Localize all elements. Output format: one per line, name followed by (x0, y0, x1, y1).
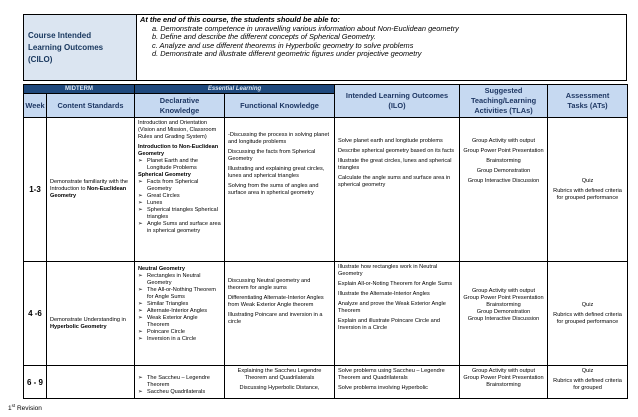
functional-cell (225, 366, 335, 399)
cilo-item: d. Demonstrate and illustrate different geometric figures under projective geometry (152, 49, 422, 59)
functional-item: Discussing Neutral geometry and theorem for angle sums (228, 278, 311, 291)
ilo-header-line: (ILO) (388, 101, 406, 110)
cilo-item: b. Define and describe the different concepts of Spherical Geometry. (152, 32, 376, 42)
tla-item: Group Power Point Presentation (463, 375, 544, 381)
cilo-item: c. Analyze and use different theorems in Hyperbolic geometry to solve problems (152, 40, 414, 50)
ilo-item: Solve problems involving Hyperbolic (338, 385, 428, 391)
tla-cell (460, 118, 548, 262)
declarative-heading: Introduction to Non-Euclidean Geometry (138, 144, 219, 157)
assessment-item: Quiz (581, 368, 594, 374)
content-standard-text: Demonstrate Understanding in (50, 316, 126, 323)
tla-item: Group Demonstration (476, 309, 531, 315)
content-standards-header: Content Standards (47, 94, 135, 118)
period-header: MIDTERM (24, 85, 135, 94)
list-item: ➢ Spherical triangles Spherical triangles (138, 207, 221, 221)
ilo-item: Illustrate how rectangles work in Neutral Geometry (338, 264, 438, 277)
cilo-intro: At the end of this course, the students should be able to: (140, 15, 340, 24)
list-item: ➢ Angle Sums and surface area in spherical geometry (138, 221, 221, 235)
list-item: ➢ Facts from Spherical Geometry (138, 179, 221, 193)
cilo-label-line: Learning Outcomes (28, 42, 104, 52)
ilo-cell (335, 366, 460, 399)
assessment-item: Quiz (581, 177, 594, 184)
functional-item: Discussing the facts from Spherical Geometry (228, 149, 316, 162)
declarative-header-line: Declarative (159, 95, 200, 105)
content-standard-cell (47, 262, 135, 366)
week-cell: 1-3 (24, 118, 47, 262)
tla-header (460, 85, 548, 118)
functional-item: Explaining the Saccheu Legendre Theorem and Quadrilaterals (237, 368, 322, 381)
list-item: ➢ Alternate-Interior Angles (138, 308, 221, 315)
content-standard-text: Demonstrate familiarity with the Introduction to (50, 179, 129, 192)
tla-item: Group Demonstration (476, 168, 531, 174)
ilo-item: Illustrate the Alternate-Interior Angles (338, 291, 430, 297)
ilo-item: Explain and illustrate Poincare Circle and Inversion in a Circle (338, 318, 441, 331)
table-row (24, 262, 628, 366)
tla-item: Group Power Point Presentation (463, 148, 544, 154)
tla-item: Group Power Point Presentation (463, 295, 544, 301)
declarative-header (135, 94, 225, 118)
list-item: ➢ Lunes (138, 200, 221, 207)
tla-header-line: Suggested (484, 86, 523, 95)
ilo-item: Analyze and prove the Weak Exterior Angle Theorem (338, 301, 446, 314)
header-row-top (24, 85, 628, 94)
list-item: ➢ Weak Exterior Angle Theorem (138, 315, 221, 329)
list-item: ➢ Rectangles in Neutral Geometry (138, 273, 221, 287)
declarative-cell (135, 262, 225, 366)
functional-item: Differentiating Alternate-Interior Angles from Weak Exterior Angle theorem (228, 295, 324, 308)
content-standard-topic: Hyperbolic Geometry (50, 323, 107, 330)
cilo-table (23, 14, 627, 81)
assessment-item: Rubrics with defined criteria for grouped performance (553, 311, 622, 325)
declarative-heading: Spherical Geometry (138, 172, 191, 178)
ilo-item: Solve planet earth and longitude problems (338, 138, 443, 144)
declarative-list (138, 273, 221, 343)
declarative-cell (135, 366, 225, 399)
at-header (548, 85, 628, 118)
functional-cell (225, 118, 335, 262)
functional-item: Illustrating Poincare and inversion in a circle (228, 312, 323, 325)
declarative-list (138, 179, 221, 235)
tla-header-line: Teaching/Learning (470, 96, 537, 105)
table-row (24, 366, 628, 399)
list-item: ➢ The All-or-Nothing Theorem for Angle Sums (138, 287, 221, 301)
week-header: Week (24, 94, 47, 118)
assessment-item: Quiz (581, 301, 594, 308)
functional-header: Functional Knowledge (225, 94, 335, 118)
functional-item: Solving from the sums of angles and surface area in spherical geometry (228, 183, 319, 196)
assessment-cell (548, 366, 628, 399)
ilo-header-line: Intended Learning Outcomes (345, 91, 449, 100)
declarative-list (138, 158, 221, 172)
revision-number: 1 (8, 405, 12, 413)
tla-item: Brainstorming (486, 302, 521, 308)
list-item: ➢ Poincare Circle (138, 329, 221, 336)
content-standard-topic: Non-Euclidean Geometry (50, 186, 127, 199)
functional-item: Discussing Hyperbolic Distance, (239, 385, 320, 391)
list-item: ➢ The Saccheu – Legendre Theorem (138, 375, 221, 389)
functional-item: Illustrating and explaining great circles, lunes and spherical triangles (228, 166, 325, 179)
assessment-cell (548, 262, 628, 366)
ilo-header (335, 85, 460, 118)
week-cell: 6 - 9 (24, 366, 47, 399)
declarative-cell (135, 118, 225, 262)
list-item: ➢ Similar Triangles (138, 301, 221, 308)
tla-item: Group Activity with output (471, 368, 536, 374)
assessment-cell (548, 118, 628, 262)
declarative-list (138, 375, 221, 396)
assessment-item: Rubrics with defined criteria for grouped (553, 378, 622, 391)
ilo-item: Describe spherical geometry based on its facts (338, 148, 454, 154)
revision-text: Revision (15, 405, 42, 413)
tla-header-line: Activities (TLAs) (474, 106, 533, 115)
cilo-label-line: (CILO) (28, 54, 53, 64)
revision-footer (8, 403, 42, 412)
at-header-line: Assessment (565, 91, 610, 100)
revision-suffix: st (11, 403, 16, 408)
list-item: ➢ Inversion in a Circle (138, 336, 221, 343)
ilo-item: Solve problems using Saccheu – Legendre Theorem and Quadrilaterals (338, 368, 445, 381)
content-standard-cell (47, 118, 135, 262)
tla-item: Brainstorming (486, 382, 521, 388)
assessment-item: Rubrics with defined criteria for grouped performance (553, 187, 622, 201)
tla-item: Group Interactive Discussion (467, 316, 540, 322)
table-row (24, 118, 628, 262)
cilo-outcomes (137, 15, 627, 81)
tla-item: Group Activity with output (471, 288, 536, 294)
ilo-cell (335, 262, 460, 366)
list-item: ➢ Planet Earth and the Longitude Problems (138, 158, 221, 172)
cilo-label-line: Course Intended (28, 30, 92, 40)
ilo-cell (335, 118, 460, 262)
ilo-item: Explain All-or-Noting Theorem for Angle Sums (338, 281, 453, 287)
cilo-label (24, 15, 137, 81)
tla-cell (460, 262, 548, 366)
list-item: ➢ Saccheu Quadrilaterals (138, 389, 221, 396)
cilo-list (140, 25, 623, 59)
functional-item: -Discussing the process in solving planet and longitude problems (228, 132, 330, 145)
tla-item: Group Activity with output (471, 138, 536, 144)
essential-learning-header: Essential Learning (135, 85, 335, 94)
cilo-item: a. Demonstrate competence in unravelling various information about Non-Euclidean geometry (152, 23, 459, 33)
list-item: ➢ Great Circles (138, 193, 221, 200)
ilo-item: Calculate the angle sums and surface area in spherical geometry (338, 175, 451, 188)
declarative-header-line: Knowledge (159, 105, 200, 115)
content-standard-cell (47, 366, 135, 399)
declarative-intro: Introduction and Orientation (Vision and Mission, Classroom Rules and Grading System) (138, 120, 217, 140)
tla-item: Group Interactive Discussion (467, 178, 540, 184)
syllabus-table (23, 84, 628, 399)
tla-cell (460, 366, 548, 399)
at-header-line: Tasks (ATs) (567, 101, 608, 110)
functional-cell (225, 262, 335, 366)
declarative-heading: Neutral Geometry (138, 266, 185, 272)
ilo-item: Illustrate the great circles, lunes and spherical triangles (338, 158, 452, 171)
week-cell: 4 -6 (24, 262, 47, 366)
tla-item: Brainstorming (486, 158, 521, 164)
